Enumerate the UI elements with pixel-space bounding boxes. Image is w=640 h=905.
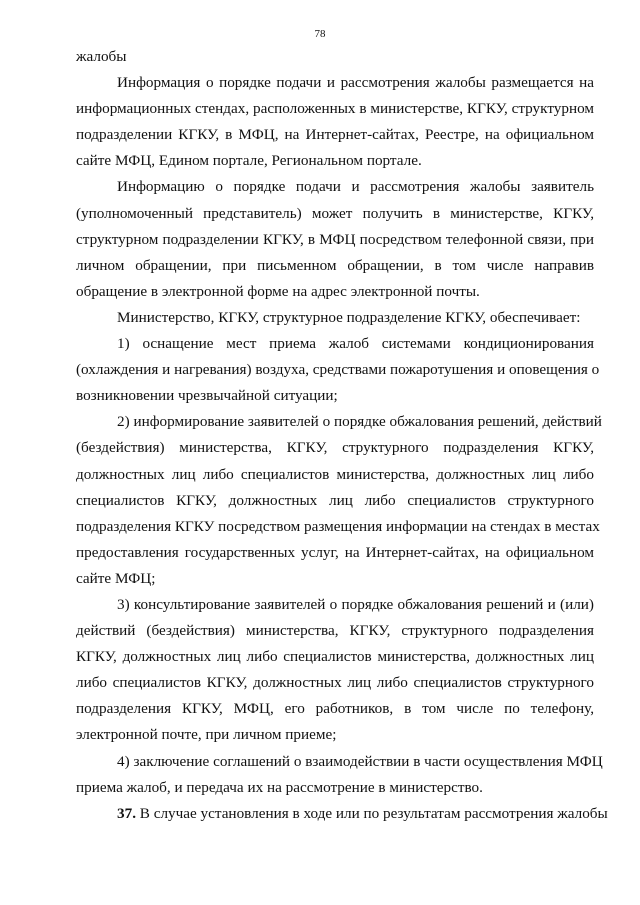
text-line: подразделения КГКУ посредством размещения информации на стендах в местах <box>76 517 600 535</box>
text-line: структурном подразделении КГКУ, в МФЦ посредством телефонной связи, при <box>76 230 594 248</box>
text-line: предоставления государственных услуг, на Интернет-сайтах, на официальном <box>76 543 594 561</box>
text-line: должностных лиц либо специалистов министерства, должностных лиц либо <box>76 465 594 483</box>
text-line: обращение в электронной форме на адрес электронной почты. <box>76 282 480 300</box>
text-line: (охлаждения и нагревания) воздуха, средствами пожаротушения и оповещения о <box>76 361 600 379</box>
text-line: 3) консультирование заявителей о порядке обжалования решений и (или) <box>117 595 594 613</box>
clause-text: В случае установления в ходе или по результатам рассмотрения жалобы <box>135 804 608 822</box>
text-line: Министерство, КГКУ, структурное подразделение КГКУ, обеспечивает: <box>117 308 581 326</box>
text-line: сайте МФЦ, Едином портале, Региональном портале. <box>76 152 422 170</box>
text-line: Информацию о порядке подачи и рассмотрения жалобы заявитель <box>117 178 594 196</box>
text-line: КГКУ, должностных лиц либо специалистов министерства, должностных лиц <box>76 648 594 666</box>
text-line: либо специалистов КГКУ, должностных лиц либо специалистов структурного <box>76 674 594 692</box>
clause-number: 37. <box>117 804 136 822</box>
text-line: Информация о порядке подачи и рассмотрения жалобы размещается на <box>117 74 594 92</box>
text-line: жалобы <box>76 48 127 65</box>
text-line: 2) информирование заявителей о порядке обжалования решений, действий <box>117 413 602 431</box>
clause-37-line <box>76 801 608 827</box>
text-line: личном обращении, при письменном обращении, в том числе направив <box>76 256 594 274</box>
page-number: 78 <box>314 28 326 40</box>
text-line: возникновении чрезвычайной ситуации; <box>76 387 338 405</box>
text-line: приема жалоб, и передача их на рассмотрение в министерство. <box>76 778 483 796</box>
text-line: сайте МФЦ; <box>76 569 156 587</box>
text-line: 4) заключение соглашений о взаимодействии в части осуществления МФЦ <box>117 752 603 770</box>
text-line: специалистов КГКУ, должностных лиц либо специалистов структурного <box>76 491 594 509</box>
document-body <box>76 44 608 827</box>
text-line: электронной почте, при личном приеме; <box>76 726 337 744</box>
text-line: информационных стендах, расположенных в министерстве, КГКУ, структурном <box>76 100 594 118</box>
text-line: (бездействия) министерства, КГКУ, структурного подразделения КГКУ, <box>76 439 594 457</box>
text-line: (уполномоченный представитель) может получить в министерстве, КГКУ, <box>76 204 594 222</box>
text-line: подразделения КГКУ, МФЦ, его работников, в том числе по телефону, <box>76 700 594 718</box>
text-line: подразделении КГКУ, в МФЦ, на Интернет-сайтах, Реестре, на официальном <box>76 126 594 144</box>
text-line: действий (бездействия) министерства, КГКУ, структурного подразделения <box>76 622 594 640</box>
text-line: 1) оснащение мест приема жалоб системами кондиционирования <box>117 335 594 353</box>
